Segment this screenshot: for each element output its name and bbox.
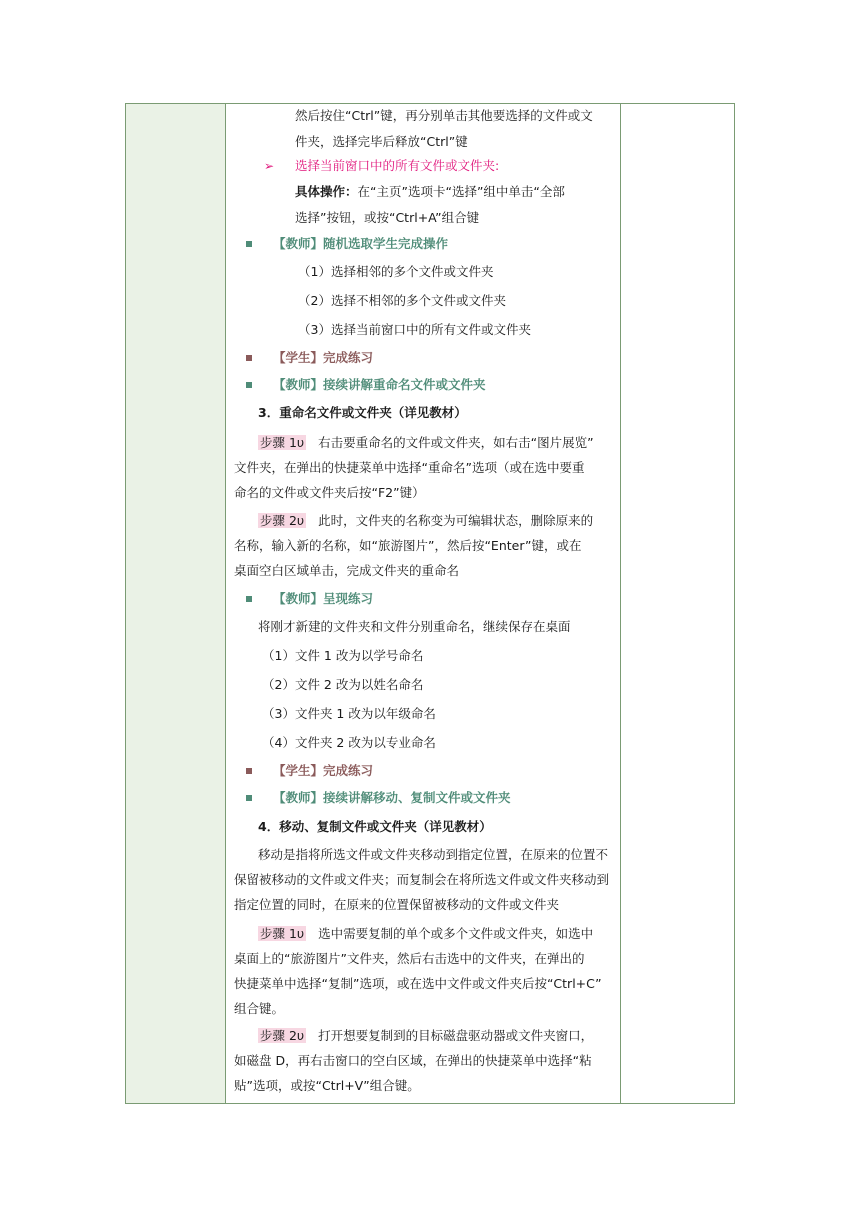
text-line: 命名的文件或文件夹后按“F2”键） <box>234 485 425 500</box>
text-line: 件夹，选择完毕后释放“Ctrl”键 <box>295 134 468 149</box>
arrow-bullet-icon: ➢ <box>264 159 275 173</box>
step-label: 步骤 2υ <box>260 513 305 528</box>
student-tag-line: 【学生】完成练习 <box>273 763 374 778</box>
text-line <box>295 183 565 201</box>
text-line: 桌面空白区域单击，完成文件夹的重命名 <box>234 563 460 578</box>
text-line: 快捷菜单中选择“复制”选项，或在选中文件或文件夹后按“Ctrl+C” <box>234 976 602 991</box>
text-line: 如磁盘 D，再右击窗口的空白区域，在弹出的快捷菜单中选择“粘 <box>234 1053 592 1068</box>
square-bullet-icon <box>246 596 252 602</box>
teacher-tag-line: 【教师】接续讲解重命名文件或文件夹 <box>273 377 486 392</box>
teacher-tag-line: 【教师】呈现练习 <box>273 591 374 606</box>
step-label: 步骤 1υ <box>260 435 305 450</box>
step-label: 步骤 1υ <box>260 926 305 941</box>
square-bullet-icon <box>246 355 252 361</box>
text-line: 桌面上的“旅游图片”文件夹，然后右击选中的文件夹，在弹出的 <box>234 951 585 966</box>
square-bullet-icon <box>246 768 252 774</box>
text-fragment: 右击要重命名的文件或文件夹，如右击“图片展览” <box>318 435 594 450</box>
text-line <box>258 512 593 530</box>
text-line <box>258 1027 593 1045</box>
subheading-select-all: 选择当前窗口中的所有文件或文件夹: <box>295 158 500 173</box>
text-fragment: 打开想要复制到的目标磁盘驱动器或文件夹窗口， <box>318 1028 594 1043</box>
list-item: （2）文件 2 改为以姓名命名 <box>262 677 424 692</box>
list-item: （2）选择不相邻的多个文件或文件夹 <box>298 293 506 308</box>
square-bullet-icon <box>246 241 252 247</box>
teacher-tag-line: 【教师】接续讲解移动、复制文件或文件夹 <box>273 790 511 805</box>
text-line <box>258 925 593 943</box>
text-line: 文件夹，在弹出的快捷菜单中选择“重命名”选项（或在选中要重 <box>234 460 585 475</box>
table-right-column <box>620 104 734 1103</box>
text-line: 将刚才新建的文件夹和文件分别重命名，继续保存在桌面 <box>258 619 571 634</box>
text-line: 移动是指将所选文件或文件夹移动到指定位置，在原来的位置不 <box>258 847 609 862</box>
text-line: 组合键。 <box>234 1001 285 1016</box>
list-item: （3）文件夹 1 改为以年级命名 <box>262 706 436 721</box>
list-item: （3）选择当前窗口中的所有文件或文件夹 <box>298 322 531 337</box>
text-fragment: 在“主页”选项卡“选择”组中单击“全部 <box>357 184 565 199</box>
text-fragment: 选中需要复制的单个或多个文件或文件夹，如选中 <box>318 926 594 941</box>
square-bullet-icon <box>246 382 252 388</box>
step-label: 步骤 2υ <box>260 1028 305 1043</box>
text-line: 保留被移动的文件或文件夹；而复制会在将所选文件或文件夹移动到 <box>234 872 610 887</box>
section-heading: 4．移动、复制文件或文件夹（详见教材） <box>258 819 492 834</box>
square-bullet-icon <box>246 795 252 801</box>
label-specific-operation: 具体操作： <box>295 184 358 199</box>
text-line: 名称，输入新的名称，如“旅游图片”，然后按“Enter”键，或在 <box>234 538 582 553</box>
text-line: 然后按住“Ctrl”键，再分别单击其他要选择的文件或文 <box>295 108 593 123</box>
list-item: （1）文件 1 改为以学号命名 <box>262 648 424 663</box>
list-item: （1）选择相邻的多个文件或文件夹 <box>298 264 494 279</box>
student-tag-line: 【学生】完成练习 <box>273 350 374 365</box>
list-item: （4）文件夹 2 改为以专业命名 <box>262 735 436 750</box>
text-line: 贴”选项，或按“Ctrl+V”组合键。 <box>234 1078 420 1093</box>
text-line <box>258 434 594 452</box>
teacher-tag-line: 【教师】随机选取学生完成操作 <box>273 236 449 251</box>
text-fragment: 此时，文件夹的名称变为可编辑状态，删除原来的 <box>318 513 594 528</box>
section-heading: 3．重命名文件或文件夹（详见教材） <box>258 405 467 420</box>
table-left-column <box>126 104 226 1103</box>
text-line: 指定位置的同时，在原来的位置保留被移动的文件或文件夹 <box>234 897 560 912</box>
text-line: 选择”按钮，或按“Ctrl+A”组合键 <box>295 210 480 225</box>
